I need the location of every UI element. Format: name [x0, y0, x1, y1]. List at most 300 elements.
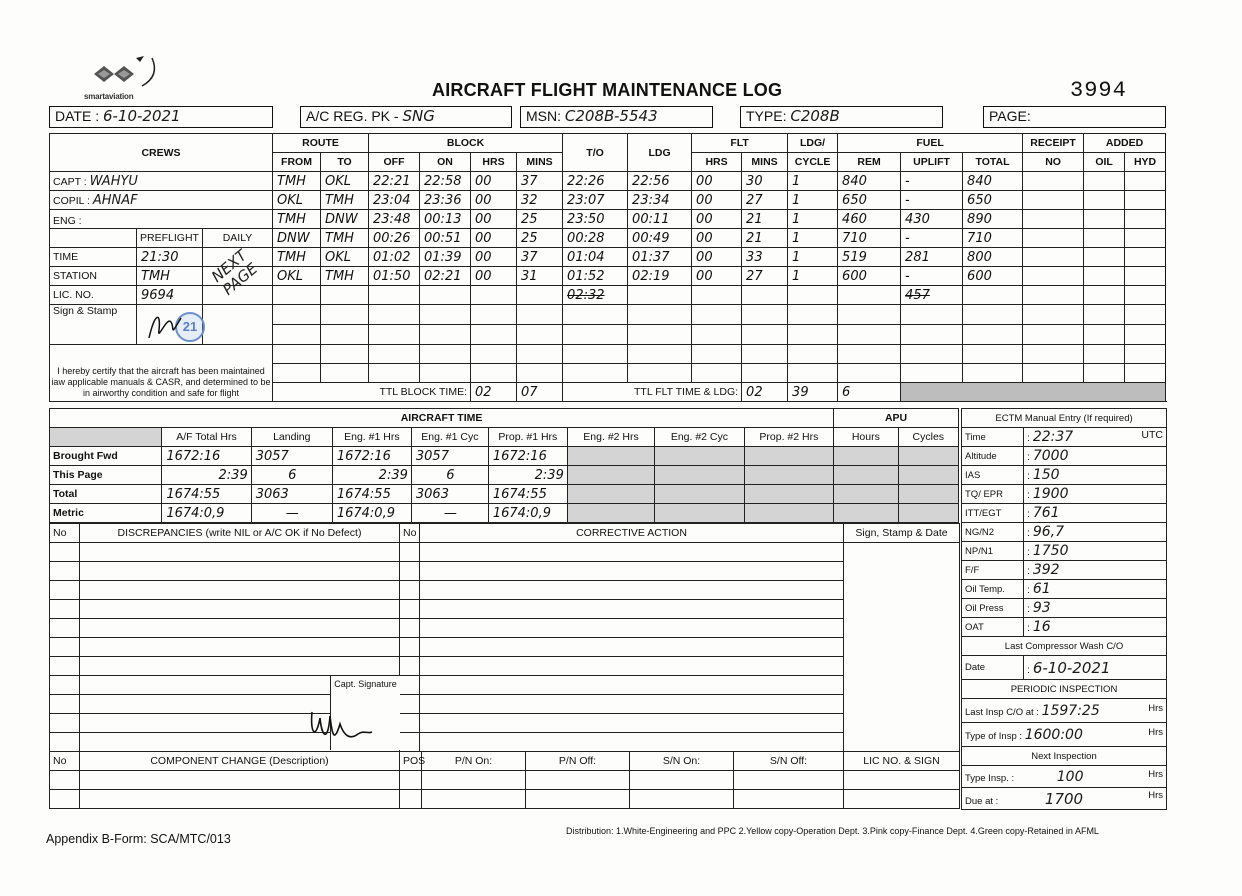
- table-row: [50, 695, 960, 714]
- next-type-value[interactable]: 100: [1056, 768, 1084, 785]
- to-time-cell[interactable]: 23:50: [563, 210, 628, 229]
- ldg-cell[interactable]: 23:34: [628, 191, 692, 210]
- cycle-cell[interactable]: 1: [788, 248, 838, 267]
- hyd-cell[interactable]: [1125, 248, 1166, 267]
- rem-cell[interactable]: 650: [838, 191, 901, 210]
- daily-sign-cell[interactable]: [203, 305, 273, 345]
- eng1-cyc-cell[interactable]: 3063: [411, 485, 488, 504]
- lic-sign-cell[interactable]: [844, 771, 960, 790]
- flt-mins-cell[interactable]: 33: [742, 248, 788, 267]
- capt-label: CAPT: [53, 175, 81, 188]
- cycle-cell[interactable]: 1: [788, 172, 838, 191]
- off-cell[interactable]: 22:21: [369, 172, 420, 191]
- flt-hrs-cell[interactable]: 00: [692, 191, 742, 210]
- eng1-hrs-cell[interactable]: 2:39: [332, 466, 411, 485]
- total-cell[interactable]: 840: [963, 172, 1023, 191]
- off-cell[interactable]: [369, 286, 420, 305]
- ldg-cell[interactable]: 00:49: [628, 229, 692, 248]
- sn-on-cell[interactable]: [630, 790, 734, 809]
- block-mins-cell[interactable]: 37: [517, 248, 563, 267]
- ectm-row: TQ/ EPR : 1900: [962, 485, 1167, 504]
- ectm-label: OAT: [962, 618, 1024, 637]
- corrective-cell[interactable]: [420, 581, 844, 600]
- apu-hours-header: Hours: [834, 428, 898, 447]
- from-header: FROM: [273, 153, 321, 172]
- comp-desc-cell[interactable]: [80, 790, 400, 809]
- component-change-table: [49, 751, 960, 809]
- prop2-hrs-cell: [744, 504, 834, 523]
- hyd-cell[interactable]: [1125, 267, 1166, 286]
- table-row: [50, 447, 959, 466]
- lic-label: LIC. NO.: [50, 286, 137, 305]
- distribution-note: Distribution: 1.White-Engineering and PPC 2.Yellow copy-Operation Dept. 3.Pink copy-Finance Dept. 4.Green copy-Retained in AFML: [566, 826, 1099, 836]
- uplift-cell[interactable]: 281: [901, 248, 963, 267]
- table-row: [50, 466, 959, 485]
- from-cell[interactable]: TMH: [273, 210, 321, 229]
- corrective-cell[interactable]: [420, 600, 844, 619]
- compressor-date-value[interactable]: 6-10-2021: [1032, 658, 1111, 677]
- ectm-label: F/F: [962, 561, 1024, 580]
- af-total-cell[interactable]: 1672:16: [162, 447, 251, 466]
- af-total-cell[interactable]: 1674:0,9: [162, 504, 251, 523]
- ectm-row: [962, 428, 1167, 447]
- type-insp-value[interactable]: 1600:00: [1024, 726, 1083, 743]
- ectm-row: NP/N1 : 1750: [962, 542, 1167, 561]
- last-insp-value[interactable]: 1597:25: [1041, 702, 1100, 719]
- block-mins-cell[interactable]: 32: [517, 191, 563, 210]
- ectm-row: Oil Temp. : 61: [962, 580, 1167, 599]
- ectm-row: [962, 766, 1167, 788]
- pn-off-cell[interactable]: [526, 790, 630, 809]
- flight-row: [50, 172, 1166, 191]
- pn-off-cell[interactable]: [526, 771, 630, 790]
- ectm-time-value[interactable]: 22:37: [1032, 429, 1074, 445]
- on-cell[interactable]: 00:51: [420, 229, 471, 248]
- apu-cycles-cell: [898, 466, 958, 485]
- apu-title: APU: [834, 409, 959, 428]
- prop1-hrs-cell[interactable]: 1674:55: [488, 485, 567, 504]
- block-mins-cell[interactable]: [517, 286, 563, 305]
- sign-stamp-header: Sign, Stamp & Date: [844, 524, 960, 543]
- hyd-cell[interactable]: [1125, 286, 1166, 305]
- crew-signature-icon: [145, 308, 185, 344]
- rem-cell[interactable]: 710: [838, 229, 901, 248]
- last-insp-cell: Last Insp C/O at : 1597:25 Hrs: [962, 699, 1167, 723]
- type-insp-cell: Type of Insp : 1600:00 Hrs: [962, 723, 1167, 747]
- copil-label: COPIL: [53, 194, 85, 207]
- receipt-cell[interactable]: [1023, 172, 1084, 191]
- table-row: [50, 562, 960, 581]
- fuel-header: FUEL: [838, 134, 1023, 153]
- date-box: [49, 106, 273, 128]
- receipt-cell[interactable]: [1023, 248, 1084, 267]
- sign-cell[interactable]: [844, 543, 960, 752]
- sn-off-header: S/N Off:: [734, 752, 844, 771]
- to-time-cell[interactable]: 23:07: [563, 191, 628, 210]
- to-cell[interactable]: [321, 286, 369, 305]
- to-cell[interactable]: OKL: [321, 172, 369, 191]
- sn-off-cell[interactable]: [734, 790, 844, 809]
- oil-cell[interactable]: [1084, 229, 1125, 248]
- disc-cell[interactable]: [80, 600, 400, 619]
- grey-fill: [901, 383, 1166, 402]
- eng-cell: ENG :: [50, 210, 273, 229]
- flt-hrs-cell[interactable]: 00: [692, 229, 742, 248]
- corrective-header: CORRECTIVE ACTION: [420, 524, 844, 543]
- block-hrs-cell[interactable]: 00: [471, 210, 517, 229]
- msn-label: MSN:: [526, 108, 561, 124]
- on-cell[interactable]: 23:36: [420, 191, 471, 210]
- prop2-hrs-cell: [744, 466, 834, 485]
- preflight-header: PREFLIGHT: [137, 229, 203, 248]
- flt-mins-cell[interactable]: 21: [742, 229, 788, 248]
- landing-cell[interactable]: —: [251, 504, 332, 523]
- flt-hrs-cell[interactable]: 00: [692, 210, 742, 229]
- cycle-cell[interactable]: 1: [788, 229, 838, 248]
- block-hrs-cell[interactable]: 00: [471, 248, 517, 267]
- disc-cell[interactable]: [80, 562, 400, 581]
- comp-no-header: No: [50, 752, 80, 771]
- flt-mins-header: MINS: [742, 153, 788, 172]
- uplift-cell[interactable]: -: [901, 191, 963, 210]
- comp-desc-cell[interactable]: [80, 771, 400, 790]
- table-row: [50, 600, 960, 619]
- off-cell[interactable]: 01:50: [369, 267, 420, 286]
- block-mins-cell[interactable]: 25: [517, 210, 563, 229]
- off-cell[interactable]: 01:02: [369, 248, 420, 267]
- to-cell[interactable]: TMH: [321, 191, 369, 210]
- to-time-cell[interactable]: 22:26: [563, 172, 628, 191]
- table-row: [50, 619, 960, 638]
- ldg-cell[interactable]: 00:11: [628, 210, 692, 229]
- corrective-cell[interactable]: [420, 733, 844, 752]
- pn-on-cell[interactable]: [422, 790, 526, 809]
- added-header: ADDED: [1084, 134, 1166, 153]
- disc-cell[interactable]: [80, 543, 400, 562]
- sn-off-cell[interactable]: [734, 771, 844, 790]
- utc-label: UTC: [1141, 429, 1164, 441]
- ectm-value[interactable]: 96,7: [1032, 524, 1065, 540]
- receipt-cell[interactable]: [1023, 191, 1084, 210]
- ectm-value[interactable]: 761: [1032, 505, 1060, 521]
- reg-value[interactable]: SNG: [402, 107, 435, 125]
- off-cell[interactable]: 00:26: [369, 229, 420, 248]
- oil-cell[interactable]: [1084, 267, 1125, 286]
- eng2-cyc-cell: [655, 466, 744, 485]
- ectm-value[interactable]: 61: [1032, 581, 1051, 597]
- cycle-cell[interactable]: [788, 286, 838, 305]
- corrective-cell[interactable]: [420, 676, 844, 695]
- ttl-flt-hrs[interactable]: 02: [742, 383, 788, 402]
- to-cell[interactable]: DNW: [321, 210, 369, 229]
- ttl-block-hrs[interactable]: 02: [471, 383, 517, 402]
- on-cell[interactable]: 22:58: [420, 172, 471, 191]
- ectm-row: [962, 723, 1167, 747]
- crews-header: CREWS: [50, 134, 273, 172]
- apu-hours-cell: [834, 447, 898, 466]
- disc-no-header: No: [50, 524, 80, 543]
- ttl-ldg[interactable]: 6: [838, 383, 901, 402]
- discrepancy-table: [49, 523, 960, 752]
- receipt-header: RECEIPT: [1023, 134, 1084, 153]
- daily-header: DAILY: [203, 229, 273, 248]
- eng2-cyc-cell: [655, 485, 744, 504]
- block-mins-header: MINS: [517, 153, 563, 172]
- msn-value[interactable]: C208B-5543: [564, 107, 658, 125]
- station-label: STATION: [50, 267, 137, 286]
- ectm-row: OAT : 16: [962, 618, 1167, 637]
- eng1-cyc-cell[interactable]: 6: [411, 466, 488, 485]
- af-total-cell[interactable]: 1674:55: [162, 485, 251, 504]
- from-cell[interactable]: TMH: [273, 248, 321, 267]
- to-time-cell[interactable]: 00:28: [563, 229, 628, 248]
- flt-header: FLT: [692, 134, 788, 153]
- off-cell[interactable]: 23:48: [369, 210, 420, 229]
- corrective-cell[interactable]: [420, 543, 844, 562]
- eng1-hrs-cell[interactable]: 1674:55: [332, 485, 411, 504]
- flt-hrs-cell[interactable]: 00: [692, 248, 742, 267]
- block-hrs-cell[interactable]: 00: [471, 229, 517, 248]
- sn-on-header: S/N On:: [630, 752, 734, 771]
- corrective-cell[interactable]: [420, 657, 844, 676]
- receipt-cell[interactable]: [1023, 286, 1084, 305]
- landing-cell[interactable]: 3057: [251, 447, 332, 466]
- ldg-cell[interactable]: [628, 286, 692, 305]
- uplift-cell[interactable]: 457: [901, 286, 963, 305]
- total-cell[interactable]: 710: [963, 229, 1023, 248]
- block-hrs-cell[interactable]: 00: [471, 191, 517, 210]
- block-hrs-cell[interactable]: 00: [471, 267, 517, 286]
- ectm-value[interactable]: 1750: [1032, 543, 1069, 559]
- type-insp-hrs: Hrs: [1148, 726, 1164, 738]
- oil-cell[interactable]: [1084, 191, 1125, 210]
- preflight-lic-value[interactable]: 9694: [137, 286, 203, 305]
- disc-cell[interactable]: [80, 619, 400, 638]
- from-cell[interactable]: DNW: [273, 229, 321, 248]
- ectm-row: [962, 699, 1167, 723]
- corrective-cell[interactable]: [420, 695, 844, 714]
- total-cell[interactable]: [963, 286, 1023, 305]
- copil-value[interactable]: AHNAF: [92, 192, 138, 208]
- rem-cell[interactable]: 600: [838, 267, 901, 286]
- type-box: [740, 106, 943, 128]
- flt-mins-cell[interactable]: [742, 286, 788, 305]
- oil-cell[interactable]: [1084, 286, 1125, 305]
- on-cell[interactable]: 02:21: [420, 267, 471, 286]
- cycle-cell[interactable]: 1: [788, 210, 838, 229]
- rem-cell[interactable]: 519: [838, 248, 901, 267]
- landing-cell[interactable]: 3063: [251, 485, 332, 504]
- hyd-cell[interactable]: [1125, 229, 1166, 248]
- eng1-cyc-cell[interactable]: —: [411, 504, 488, 523]
- disc-cell: [80, 676, 400, 695]
- ldg-cell[interactable]: 01:37: [628, 248, 692, 267]
- reg-label: A/C REG. PK -: [306, 108, 399, 124]
- to-cell[interactable]: TMH: [321, 267, 369, 286]
- to-time-cell[interactable]: 01:52: [563, 267, 628, 286]
- block-mins-cell[interactable]: 37: [517, 172, 563, 191]
- flt-hrs-cell[interactable]: 00: [692, 172, 742, 191]
- flight-row: [50, 229, 1166, 248]
- eng1-hrs-cell[interactable]: 1672:16: [332, 447, 411, 466]
- eng2-hrs-cell: [567, 447, 654, 466]
- uplift-cell[interactable]: -: [901, 172, 963, 191]
- brand-name: smartaviation: [84, 92, 134, 101]
- corrective-cell[interactable]: [420, 714, 844, 733]
- date-value[interactable]: 6-10-2021: [102, 107, 181, 125]
- rem-cell[interactable]: [838, 286, 901, 305]
- from-cell[interactable]: OKL: [273, 267, 321, 286]
- apu-cycles-cell: [898, 504, 958, 523]
- ectm-value[interactable]: 1900: [1032, 486, 1069, 502]
- landing-cell[interactable]: 6: [251, 466, 332, 485]
- off-cell[interactable]: 23:04: [369, 191, 420, 210]
- block-header: BLOCK: [369, 134, 563, 153]
- receipt-cell[interactable]: [1023, 210, 1084, 229]
- flt-hrs-cell[interactable]: 00: [692, 267, 742, 286]
- sn-on-cell[interactable]: [630, 771, 734, 790]
- lic-sign-cell[interactable]: [844, 790, 960, 809]
- total-cell[interactable]: 650: [963, 191, 1023, 210]
- eng1-hrs-cell[interactable]: 1674:0,9: [332, 504, 411, 523]
- apu-hours-cell: [834, 466, 898, 485]
- on-cell[interactable]: 01:39: [420, 248, 471, 267]
- periodic-title: PERIODIC INSPECTION: [962, 680, 1167, 699]
- type-insp-label: Type of Insp: [965, 730, 1017, 742]
- table-row: [50, 790, 960, 809]
- ectm-label: IAS: [962, 466, 1024, 485]
- on-cell[interactable]: 00:13: [420, 210, 471, 229]
- table-row: [50, 714, 960, 733]
- table-row: [50, 543, 960, 562]
- apu-hours-cell: [834, 485, 898, 504]
- from-cell[interactable]: TMH: [273, 172, 321, 191]
- comp-desc-header: COMPONENT CHANGE (Description): [80, 752, 400, 771]
- flt-mins-cell[interactable]: 27: [742, 191, 788, 210]
- due-value[interactable]: 1700: [1044, 789, 1084, 808]
- af-total-cell[interactable]: 2:39: [162, 466, 251, 485]
- total-cell[interactable]: 800: [963, 248, 1023, 267]
- row-label: Metric: [50, 504, 162, 523]
- ectm-label: NP/N1: [962, 542, 1024, 561]
- receipt-cell[interactable]: [1023, 267, 1084, 286]
- pn-on-cell[interactable]: [422, 771, 526, 790]
- disc-cell[interactable]: [80, 581, 400, 600]
- page-label: PAGE:: [989, 108, 1031, 124]
- flt-mins-cell[interactable]: 27: [742, 267, 788, 286]
- reg-box: [300, 106, 512, 128]
- ectm-time-label: Time: [962, 428, 1024, 447]
- prop1-hrs-cell[interactable]: 1672:16: [488, 447, 567, 466]
- to-time-cell[interactable]: 02:32: [563, 286, 628, 305]
- receipt-no-header: NO: [1023, 153, 1084, 172]
- ttl-block-mins[interactable]: 07: [517, 383, 563, 402]
- table-row: [50, 504, 959, 523]
- prop2-hrs-cell: [744, 447, 834, 466]
- ldg-cell[interactable]: 02:19: [628, 267, 692, 286]
- flt-mins-cell[interactable]: 21: [742, 210, 788, 229]
- corrective-cell[interactable]: [420, 562, 844, 581]
- ectm-row: [962, 788, 1167, 810]
- ectm-row: Oil Press : 93: [962, 599, 1167, 618]
- last-insp-label: Last Insp C/O at: [965, 706, 1034, 718]
- to-cell[interactable]: OKL: [321, 248, 369, 267]
- eng2-hrs-cell: [567, 466, 654, 485]
- ectm-value[interactable]: 150: [1032, 467, 1060, 483]
- hyd-cell[interactable]: [1125, 210, 1166, 229]
- ldg-cell[interactable]: 22:56: [628, 172, 692, 191]
- block-hrs-cell[interactable]: [471, 286, 517, 305]
- ectm-value[interactable]: 93: [1032, 600, 1051, 616]
- hyd-cell[interactable]: [1125, 172, 1166, 191]
- uplift-cell[interactable]: 430: [901, 210, 963, 229]
- to-time-cell[interactable]: 01:04: [563, 248, 628, 267]
- flt-mins-cell[interactable]: 30: [742, 172, 788, 191]
- oil-cell[interactable]: [1084, 210, 1125, 229]
- ectm-value[interactable]: 7000: [1032, 448, 1069, 464]
- to-header: T/O: [563, 134, 628, 172]
- appendix-label: Appendix B-Form: SCA/MTC/013: [46, 832, 231, 846]
- total-cell[interactable]: 600: [963, 267, 1023, 286]
- block-hrs-cell[interactable]: 00: [471, 172, 517, 191]
- block-mins-cell[interactable]: 25: [517, 229, 563, 248]
- capt-value[interactable]: WAHYU: [89, 173, 138, 189]
- ectm-value[interactable]: 392: [1032, 562, 1060, 578]
- compressor-title: Last Compressor Wash C/O: [962, 637, 1167, 656]
- uplift-cell[interactable]: -: [901, 229, 963, 248]
- msn-box: [520, 106, 713, 128]
- ttl-flt-mins[interactable]: 39: [788, 383, 838, 402]
- cycle-cell[interactable]: 1: [788, 267, 838, 286]
- rem-cell[interactable]: 840: [838, 172, 901, 191]
- receipt-cell[interactable]: [1023, 229, 1084, 248]
- rem-cell[interactable]: 460: [838, 210, 901, 229]
- prop2-hrs-header: Prop. #2 Hrs: [744, 428, 834, 447]
- pn-off-header: P/N Off:: [526, 752, 630, 771]
- total-cell[interactable]: 890: [963, 210, 1023, 229]
- flt-hrs-cell[interactable]: [692, 286, 742, 305]
- preflight-time-value[interactable]: 21:30: [137, 248, 203, 267]
- disc-cell[interactable]: [80, 638, 400, 657]
- hyd-cell[interactable]: [1125, 191, 1166, 210]
- ectm-value[interactable]: 16: [1032, 619, 1051, 635]
- page-box: [983, 106, 1166, 128]
- type-value[interactable]: C208B: [790, 107, 840, 125]
- block-mins-cell[interactable]: 31: [517, 267, 563, 286]
- corrective-cell[interactable]: [420, 638, 844, 657]
- due-label: Due at: [965, 795, 993, 807]
- from-cell[interactable]: OKL: [273, 191, 321, 210]
- oil-cell[interactable]: [1084, 172, 1125, 191]
- corr-no-header: No: [400, 524, 420, 543]
- oil-cell[interactable]: [1084, 248, 1125, 267]
- preflight-station-value[interactable]: TMH: [137, 267, 203, 286]
- from-cell[interactable]: [273, 286, 321, 305]
- next-type-label: Type Insp.: [965, 772, 1009, 784]
- to-cell[interactable]: TMH: [321, 229, 369, 248]
- prop2-hrs-cell: [744, 485, 834, 504]
- uplift-cell[interactable]: -: [901, 267, 963, 286]
- blank-header: [50, 428, 162, 447]
- prop1-hrs-cell[interactable]: 2:39: [488, 466, 567, 485]
- corrective-cell[interactable]: [420, 619, 844, 638]
- eng1-cyc-cell[interactable]: 3057: [411, 447, 488, 466]
- on-cell[interactable]: [420, 286, 471, 305]
- cycle-cell[interactable]: 1: [788, 191, 838, 210]
- disc-cell[interactable]: [80, 657, 400, 676]
- prop1-hrs-cell[interactable]: 1674:0,9: [488, 504, 567, 523]
- total-header: TOTAL: [963, 153, 1023, 172]
